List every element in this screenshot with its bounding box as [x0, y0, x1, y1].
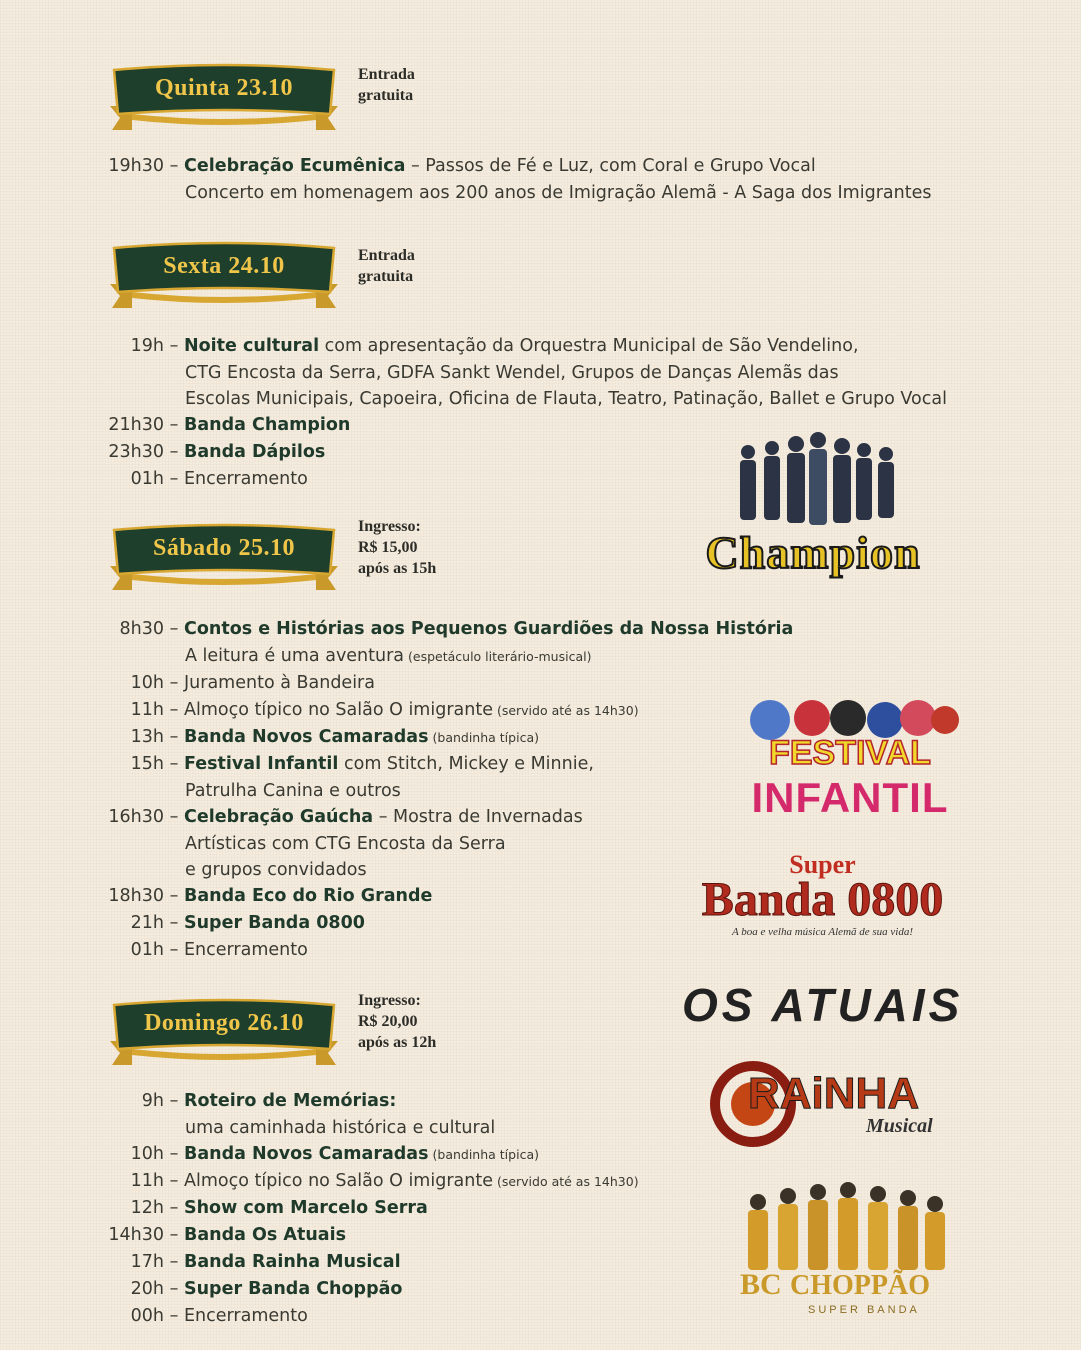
time-separator: – [169, 156, 179, 176]
event-description [184, 1088, 396, 1115]
day-title: Domingo 26.10 [144, 1009, 304, 1036]
event-details: com Stitch, Mickey e Minnie, [338, 754, 594, 774]
event-details: com apresentação da Orquestra Municipal de São Vendelino, [319, 336, 859, 356]
event-description [184, 153, 816, 180]
event-time: 00h [130, 1306, 164, 1326]
event-title: Banda Eco do Rio Grande [184, 886, 433, 906]
continuation-text: A leitura é uma aventura [185, 646, 405, 666]
day-ribbon-saturday [106, 518, 342, 602]
event-time: 8h30 [119, 619, 164, 639]
super-text: Super [789, 850, 856, 879]
continuation-text: Artísticas com CTG Encosta da Serra [185, 834, 506, 854]
time-separator: – [169, 940, 179, 960]
time-separator: – [169, 1144, 179, 1164]
schedule-row [0, 153, 1081, 180]
choppao-logo [730, 1180, 955, 1320]
time-separator: – [169, 807, 179, 827]
time-separator: – [169, 700, 179, 720]
event-time: 17h [130, 1252, 164, 1272]
continuation-text: uma caminhada histórica e cultural [185, 1118, 496, 1138]
event-title: Celebração Gaúcha [184, 807, 374, 827]
event-time: 21h30 [108, 415, 164, 435]
day-title: Sexta 24.10 [163, 252, 285, 279]
event-description [184, 910, 365, 937]
event-details: – Mostra de Invernadas [373, 807, 583, 827]
event-note: (bandinha típica) [428, 1147, 539, 1162]
continuation-text: e grupos convidados [185, 860, 367, 880]
schedule-continuation [0, 386, 1081, 412]
time-separator: – [169, 619, 179, 639]
event-time: 19h [130, 336, 164, 356]
band-photo-icon [668, 430, 958, 540]
continuation-text: CTG Encosta da Serra, GDFA Sankt Wendel, Grupos de Danças Alemãs das [185, 363, 839, 383]
time-separator: – [169, 415, 179, 435]
entry-note-line: após as 12h [358, 1034, 437, 1051]
event-description [184, 439, 325, 466]
banda-0800-tagline: A boa e velha música Alemã de sua vida! [731, 926, 914, 938]
event-details: Encerramento [184, 469, 308, 489]
continuation-text: Patrulha Canina e outros [185, 781, 401, 801]
day-title: Sábado 25.10 [152, 534, 296, 561]
os-atuais-logo [682, 978, 964, 1031]
event-time: 9h [141, 1091, 164, 1111]
event-note: (servido até as 14h30) [492, 703, 639, 718]
schedule-continuation [0, 643, 1081, 670]
event-time: 12h [130, 1198, 164, 1218]
event-time: 20h [130, 1279, 164, 1299]
event-description [184, 1276, 402, 1303]
schedule-thursday [0, 153, 1081, 206]
schedule-continuation [0, 360, 1081, 386]
event-description [184, 751, 594, 778]
event-description [184, 333, 859, 360]
entry-note-line: Ingresso: [358, 518, 421, 535]
day-ribbon-thursday [106, 58, 342, 142]
event-description [184, 697, 639, 724]
event-title: Super Banda 0800 [184, 913, 365, 933]
bc-monogram-text: BC [740, 1268, 782, 1301]
event-details: Almoço típico no Salão O imigrante [184, 1171, 493, 1191]
event-description [184, 1195, 428, 1222]
festival-text: FESTIVAL [769, 734, 931, 772]
event-time: 16h30 [108, 807, 164, 827]
time-separator: – [169, 1279, 179, 1299]
event-description [184, 466, 308, 493]
entry-note-line: gratuita [358, 268, 414, 285]
event-description [184, 1303, 308, 1330]
choppao-tagline: SUPER BANDA [808, 1304, 920, 1316]
time-separator: – [169, 469, 179, 489]
event-details: – Passos de Fé e Luz, com Coral e Grupo Vocal [405, 156, 816, 176]
banda-0800-text: Banda 0800 [701, 873, 944, 926]
time-separator: – [169, 1225, 179, 1245]
time-separator: – [169, 886, 179, 906]
event-title: Roteiro de Memórias: [184, 1091, 397, 1111]
time-separator: – [169, 1252, 179, 1272]
event-time: 11h [130, 1171, 164, 1191]
choppao-text: CHOPPÃO [790, 1270, 930, 1301]
event-description [184, 724, 539, 751]
day-ribbon-friday [106, 236, 342, 320]
continuation-text: Escolas Municipais, Capoeira, Oficina de Flauta, Teatro, Patinação, Ballet e Grupo Vocal [185, 389, 947, 409]
entry-note-sunday [358, 990, 436, 1053]
os-atuais-text: OS ATUAIS [682, 979, 964, 1031]
time-separator: – [169, 913, 179, 933]
champion-logo-text: Champion [705, 527, 921, 578]
continuation-text: Concerto em homenagem aos 200 anos de Imigração Alemã - A Saga dos Imigrantes [185, 183, 932, 203]
event-description [184, 616, 793, 643]
event-title: Contos e Histórias aos Pequenos Guardiões da Nossa História [184, 619, 794, 639]
time-separator: – [169, 754, 179, 774]
event-time: 10h [130, 1144, 164, 1164]
event-description [184, 1168, 639, 1195]
event-title: Festival Infantil [184, 754, 339, 774]
event-time: 15h [130, 754, 164, 774]
infantil-text: INFANTIL [751, 774, 949, 821]
event-title: Banda Os Atuais [184, 1225, 347, 1245]
event-title: Banda Novos Camaradas [184, 1144, 429, 1164]
event-description [184, 937, 308, 964]
event-title: Noite cultural [184, 336, 320, 356]
event-time: 10h [130, 673, 164, 693]
festival-infantil-logo [740, 690, 960, 825]
event-description [184, 804, 583, 831]
event-description [184, 1222, 346, 1249]
time-separator: – [169, 673, 179, 693]
super-banda-0800-logo [680, 850, 965, 945]
event-description [184, 883, 432, 910]
event-details: Encerramento [184, 940, 308, 960]
time-separator: – [169, 1091, 179, 1111]
schedule-row [0, 616, 1081, 643]
event-note: (bandinha típica) [428, 730, 539, 745]
entry-note-line: R$ 15,00 [358, 539, 418, 556]
time-separator: – [169, 727, 179, 747]
event-details: Almoço típico no Salão O imigrante [184, 700, 493, 720]
entry-note-thursday [358, 64, 415, 106]
entry-note-line: após as 15h [358, 560, 437, 577]
time-separator: – [169, 442, 179, 462]
event-time: 23h30 [108, 442, 164, 462]
musical-text: Musical [866, 1115, 933, 1137]
event-title: Banda Novos Camaradas [184, 727, 429, 747]
entry-note-line: Ingresso: [358, 992, 421, 1009]
entry-note-line: R$ 20,00 [358, 1013, 418, 1030]
event-description [184, 1141, 539, 1168]
event-time: 19h30 [108, 156, 164, 176]
event-title: Banda Rainha Musical [184, 1252, 401, 1272]
entry-note-friday [358, 245, 415, 287]
event-title: Banda Dápilos [184, 442, 326, 462]
event-title: Celebração Ecumênica [184, 156, 406, 176]
event-time: 14h30 [108, 1225, 164, 1245]
event-note: (servido até as 14h30) [492, 1174, 639, 1189]
day-ribbon-sunday [106, 993, 342, 1077]
event-details: Encerramento [184, 1306, 308, 1326]
event-title: Banda Champion [184, 415, 351, 435]
event-time: 13h [130, 727, 164, 747]
entry-note-line: Entrada [358, 247, 415, 264]
event-time: 11h [130, 700, 164, 720]
event-description [184, 1249, 401, 1276]
event-time: 01h [130, 940, 164, 960]
event-time: 21h [130, 913, 164, 933]
time-separator: – [169, 1306, 179, 1326]
event-title: Super Banda Choppão [184, 1279, 403, 1299]
event-description [184, 670, 375, 697]
event-details: Juramento à Bandeira [184, 673, 375, 693]
event-description [184, 412, 350, 439]
rainha-musical-logo [708, 1055, 958, 1155]
band-photo-icon [730, 1180, 955, 1275]
champion-logo [668, 430, 958, 580]
event-title: Show com Marcelo Serra [184, 1198, 428, 1218]
event-time: 18h30 [108, 886, 164, 906]
entry-note-saturday [358, 516, 436, 579]
schedule-continuation [0, 180, 1081, 206]
event-time: 01h [130, 469, 164, 489]
entry-note-line: gratuita [358, 87, 414, 104]
event-note: (espetáculo literário-musical) [404, 649, 592, 664]
time-separator: – [169, 1198, 179, 1218]
time-separator: – [169, 1171, 179, 1191]
day-title: Quinta 23.10 [154, 74, 294, 101]
rainha-text: RAiNHA [748, 1069, 920, 1118]
time-separator: – [169, 336, 179, 356]
entry-note-line: Entrada [358, 66, 415, 83]
schedule-row [0, 333, 1081, 360]
